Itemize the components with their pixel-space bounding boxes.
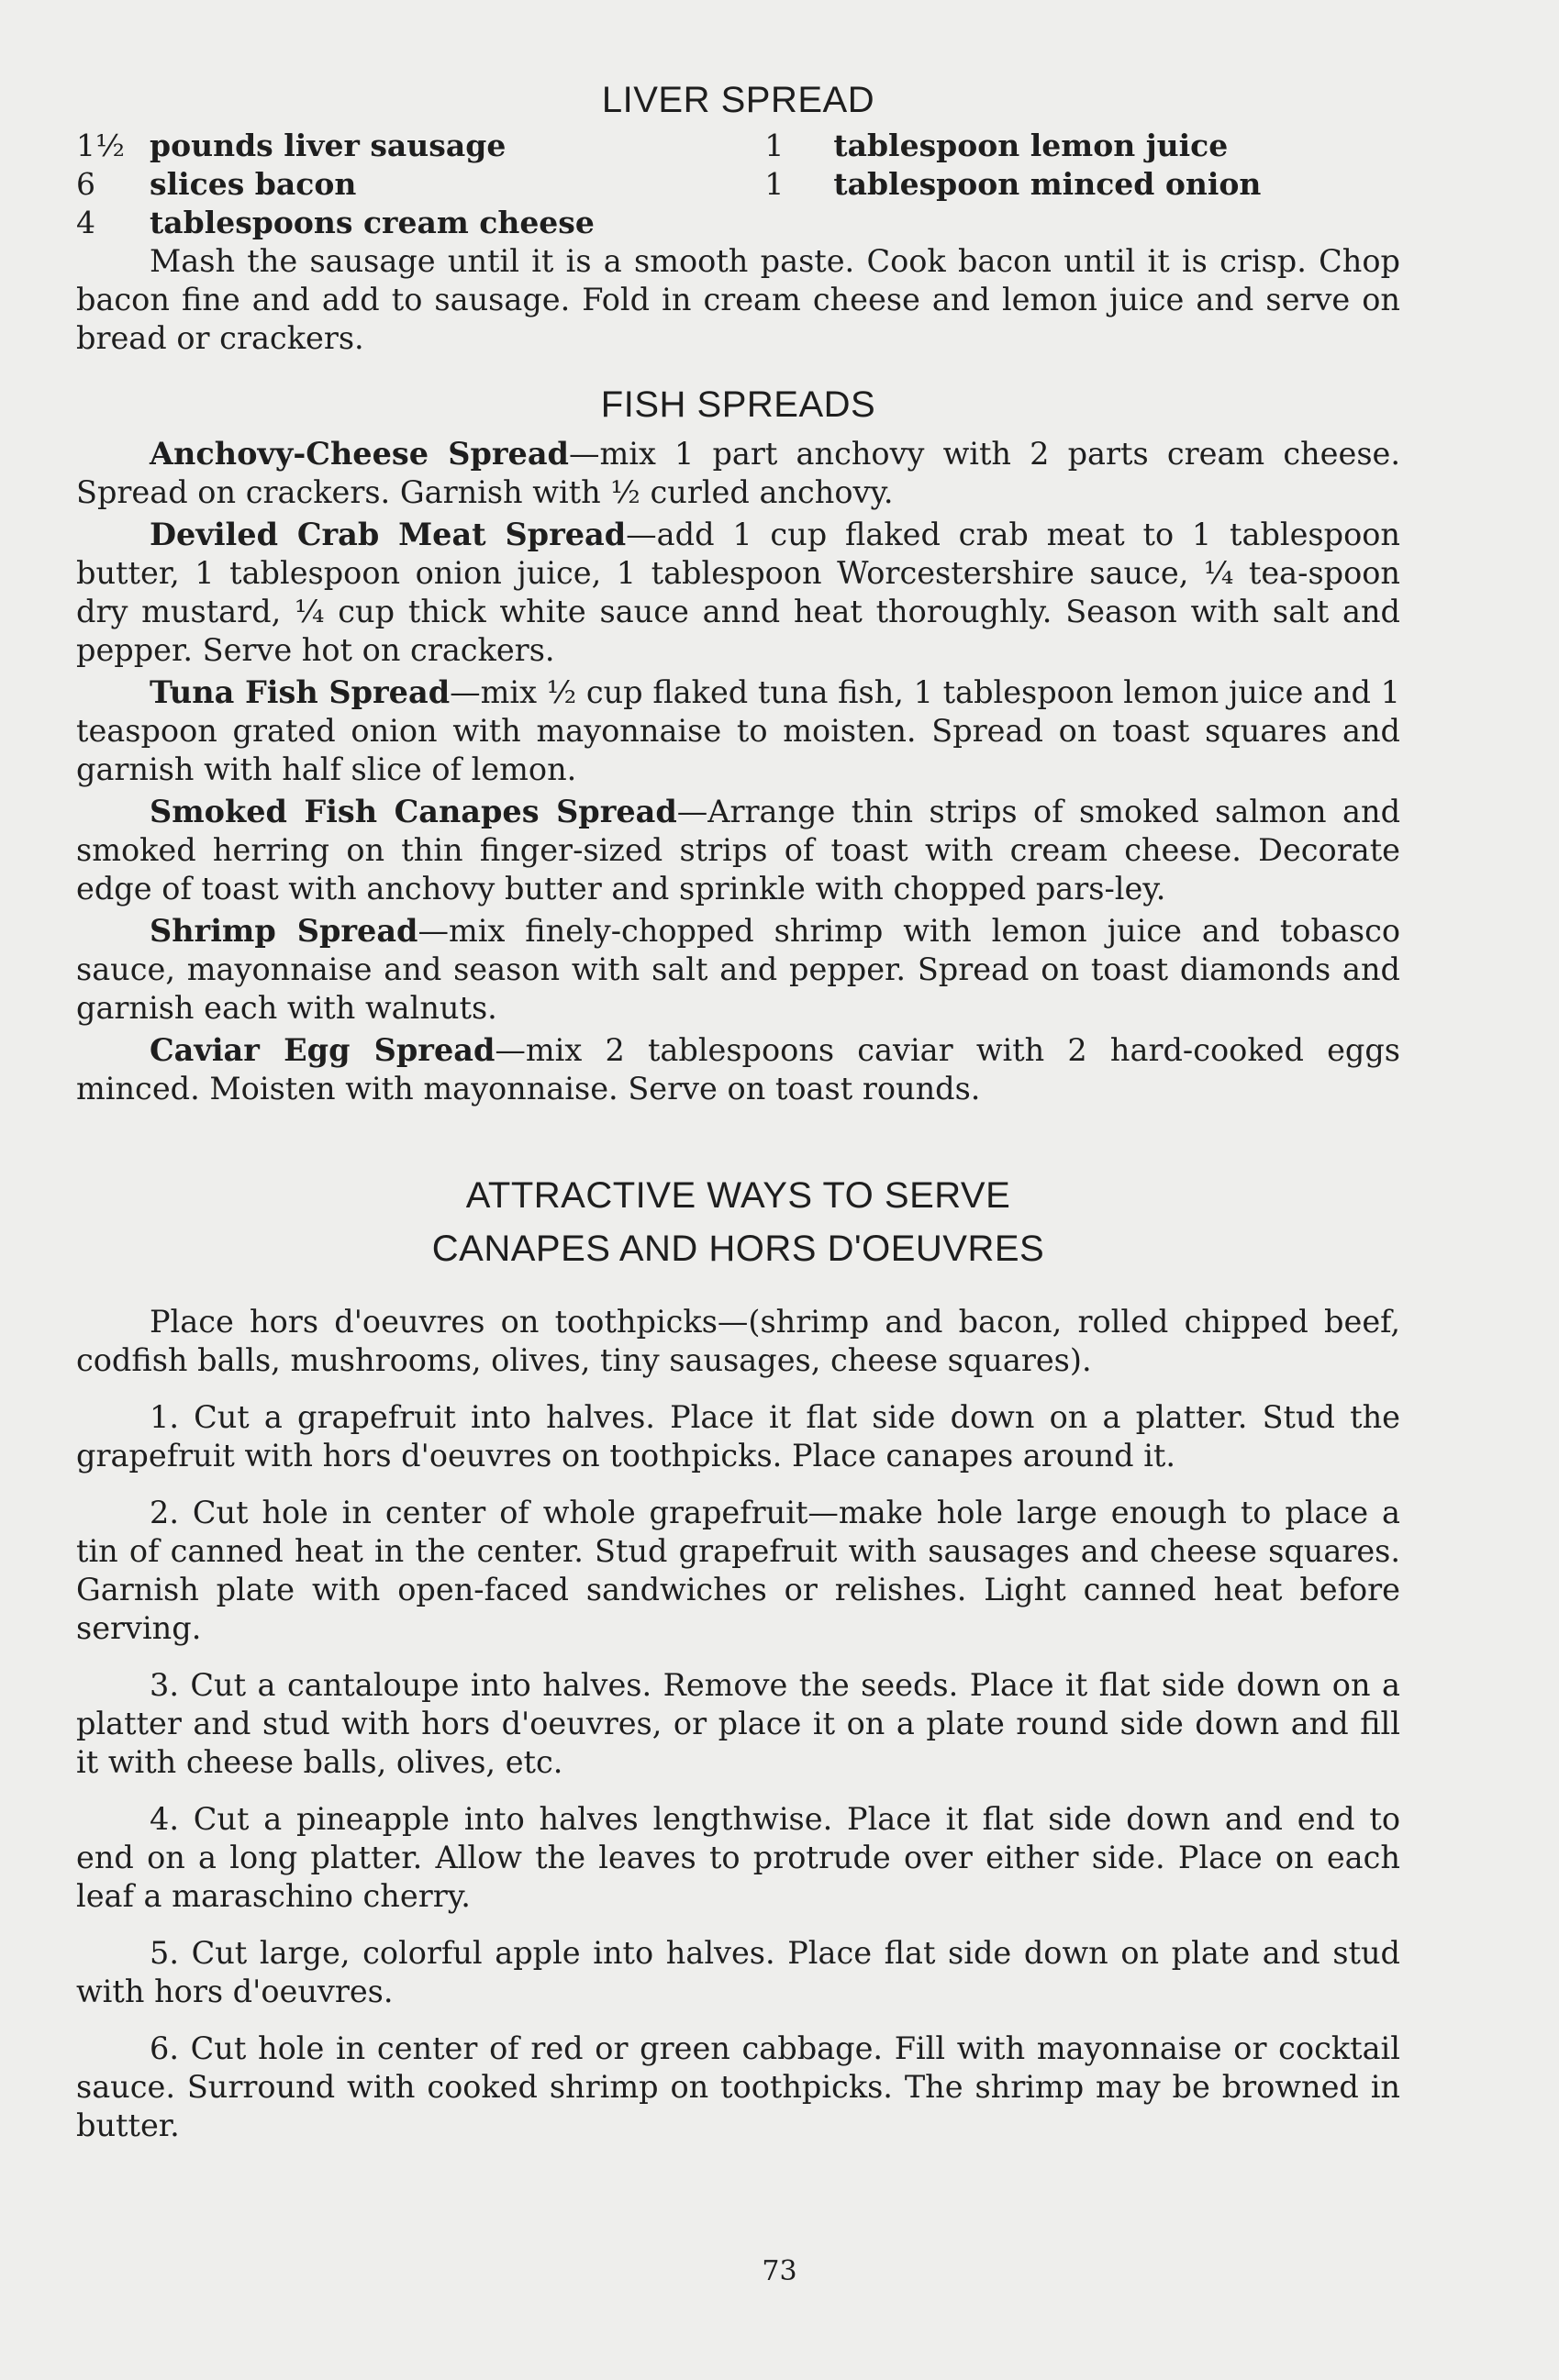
spread-recipe [76, 912, 1400, 1028]
ingredient-qty: 6 [76, 166, 95, 202]
ingredient-item [764, 165, 1400, 204]
ingredient-text: slices bacon [150, 166, 357, 202]
ingredient-text: tablespoon minced onion [833, 166, 1262, 202]
serve-step: 1. Cut a grapefruit into halves. Place it flat side down on a platter. Stud the grapefruit with hors d'oeuvres on toothpicks. Place canapes around it. [76, 1399, 1400, 1474]
ingredients-left-column [76, 127, 764, 242]
spread-recipe [76, 1031, 1400, 1108]
serve-step: 4. Cut a pineapple into halves lengthwise. Place it flat side down and end to end on a long platter. Allow the leaves to protrude over either side. Place on each leaf a maraschino cherry. [76, 1801, 1400, 1914]
ingredient-text: tablespoons cream cheese [150, 205, 595, 240]
ingredients-right-column [764, 127, 1400, 242]
recipe-page [76, 73, 1400, 2145]
spread-name: Tuna Fish Spread [150, 674, 451, 710]
spread-name: Caviar Egg Spread [150, 1032, 496, 1068]
spread-recipe [76, 793, 1400, 908]
serve-step: 5. Cut large, colorful apple into halves. Place flat side down on plate and stud with hors d'oeuvres. [76, 1935, 1400, 2009]
liver-ingredients [76, 127, 1400, 242]
serve-title-line2: CANAPES AND HORS D'OEUVRES [431, 1229, 1045, 1269]
spread-name: Smoked Fish Canapes Spread [150, 794, 677, 829]
spread-name: Anchovy-Cheese Spread [150, 436, 569, 472]
ingredient-text: pounds liver sausage [150, 128, 507, 163]
ingredient-text: tablespoon lemon juice [833, 128, 1229, 163]
spread-text: —add 1 cup flaked crab meat to 1 tablespoon butter, 1 tablespoon onion juice, 1 tablespoon Worcestershire sauce, ¼ tea-spoon dry mustard, ¼ cup thick white sauce annd heat thoroughly. Season with salt and pepper. Serve hot on crackers. [76, 517, 1400, 668]
spread-text: —mix finely-chopped shrimp with lemon juice and tobasco sauce, mayonnaise and season with salt and pepper. Spread on toast diamonds and garnish each with walnuts. [76, 913, 1401, 1026]
ingredient-qty: 1 [764, 128, 785, 163]
liver-spread-title: LIVER SPREAD [601, 80, 875, 120]
fish-spreads-title: FISH SPREADS [600, 384, 876, 425]
spread-text: —mix ½ cup flaked tuna fish, 1 tablespoon lemon juice and 1 teaspoon grated onion with mayonnaise to moisten. Spread on toast squares and garnish with half slice of lemon. [76, 674, 1400, 787]
spread-recipe [76, 435, 1400, 512]
serve-step: 3. Cut a cantaloupe into halves. Remove the seeds. Place it flat side down on a platter and stud with hors d'oeuvres, or place it on a plate round side down and fill it with cheese balls, olives, etc. [76, 1667, 1400, 1780]
ingredient-qty: 4 [76, 205, 95, 240]
spread-name: Shrimp Spread [150, 913, 418, 949]
spread-recipe [76, 516, 1400, 670]
serve-intro: Place hors d'oeuvres on toothpicks—(shrimp and bacon, rolled chipped beef, codfish balls, mushrooms, olives, tiny sausages, cheese squares). [76, 1304, 1400, 1378]
ingredient-item [764, 127, 1400, 165]
serve-title-line1: ATTRACTIVE WAYS TO SERVE [465, 1175, 1011, 1216]
ingredient-item [76, 127, 764, 165]
ingredient-qty: 1 [764, 166, 785, 202]
page-number: 73 [762, 2255, 797, 2287]
liver-directions: Mash the sausage until it is a smooth paste. Cook bacon until it is crisp. Chop bacon fine and add to sausage. Fold in cream cheese and lemon juice and serve on bread or crackers. [76, 243, 1400, 356]
spread-text: —Arrange thin strips of smoked salmon and smoked herring on thin finger-sized strips of toast with cream cheese. Decorate edge of toast with anchovy butter and sprinkle with chopped pars-ley. [76, 794, 1401, 906]
ingredient-item [76, 204, 764, 242]
spread-recipe [76, 673, 1400, 789]
ingredient-item [76, 165, 764, 204]
spread-name: Deviled Crab Meat Spread [150, 517, 627, 552]
spread-text: —mix 2 tablespoons caviar with 2 hard-cooked eggs minced. Moisten with mayonnaise. Serve on toast rounds. [76, 1032, 1401, 1107]
serve-step: 6. Cut hole in center of red or green cabbage. Fill with mayonnaise or cocktail sauce. Surround with cooked shrimp on toothpicks. The shrimp may be browned in butter. [76, 2030, 1400, 2143]
ingredient-qty: 1½ [76, 128, 125, 163]
serve-step: 2. Cut hole in center of whole grapefruit—make hole large enough to place a tin of canned heat in the center. Stud grapefruit with sausages and cheese squares. Garnish plate with open-faced sandwiches or relishes. Light canned heat before serving. [76, 1495, 1400, 1646]
spread-text: —mix 1 part anchovy with 2 parts cream cheese. Spread on crackers. Garnish with ½ curled anchovy. [76, 436, 1400, 510]
